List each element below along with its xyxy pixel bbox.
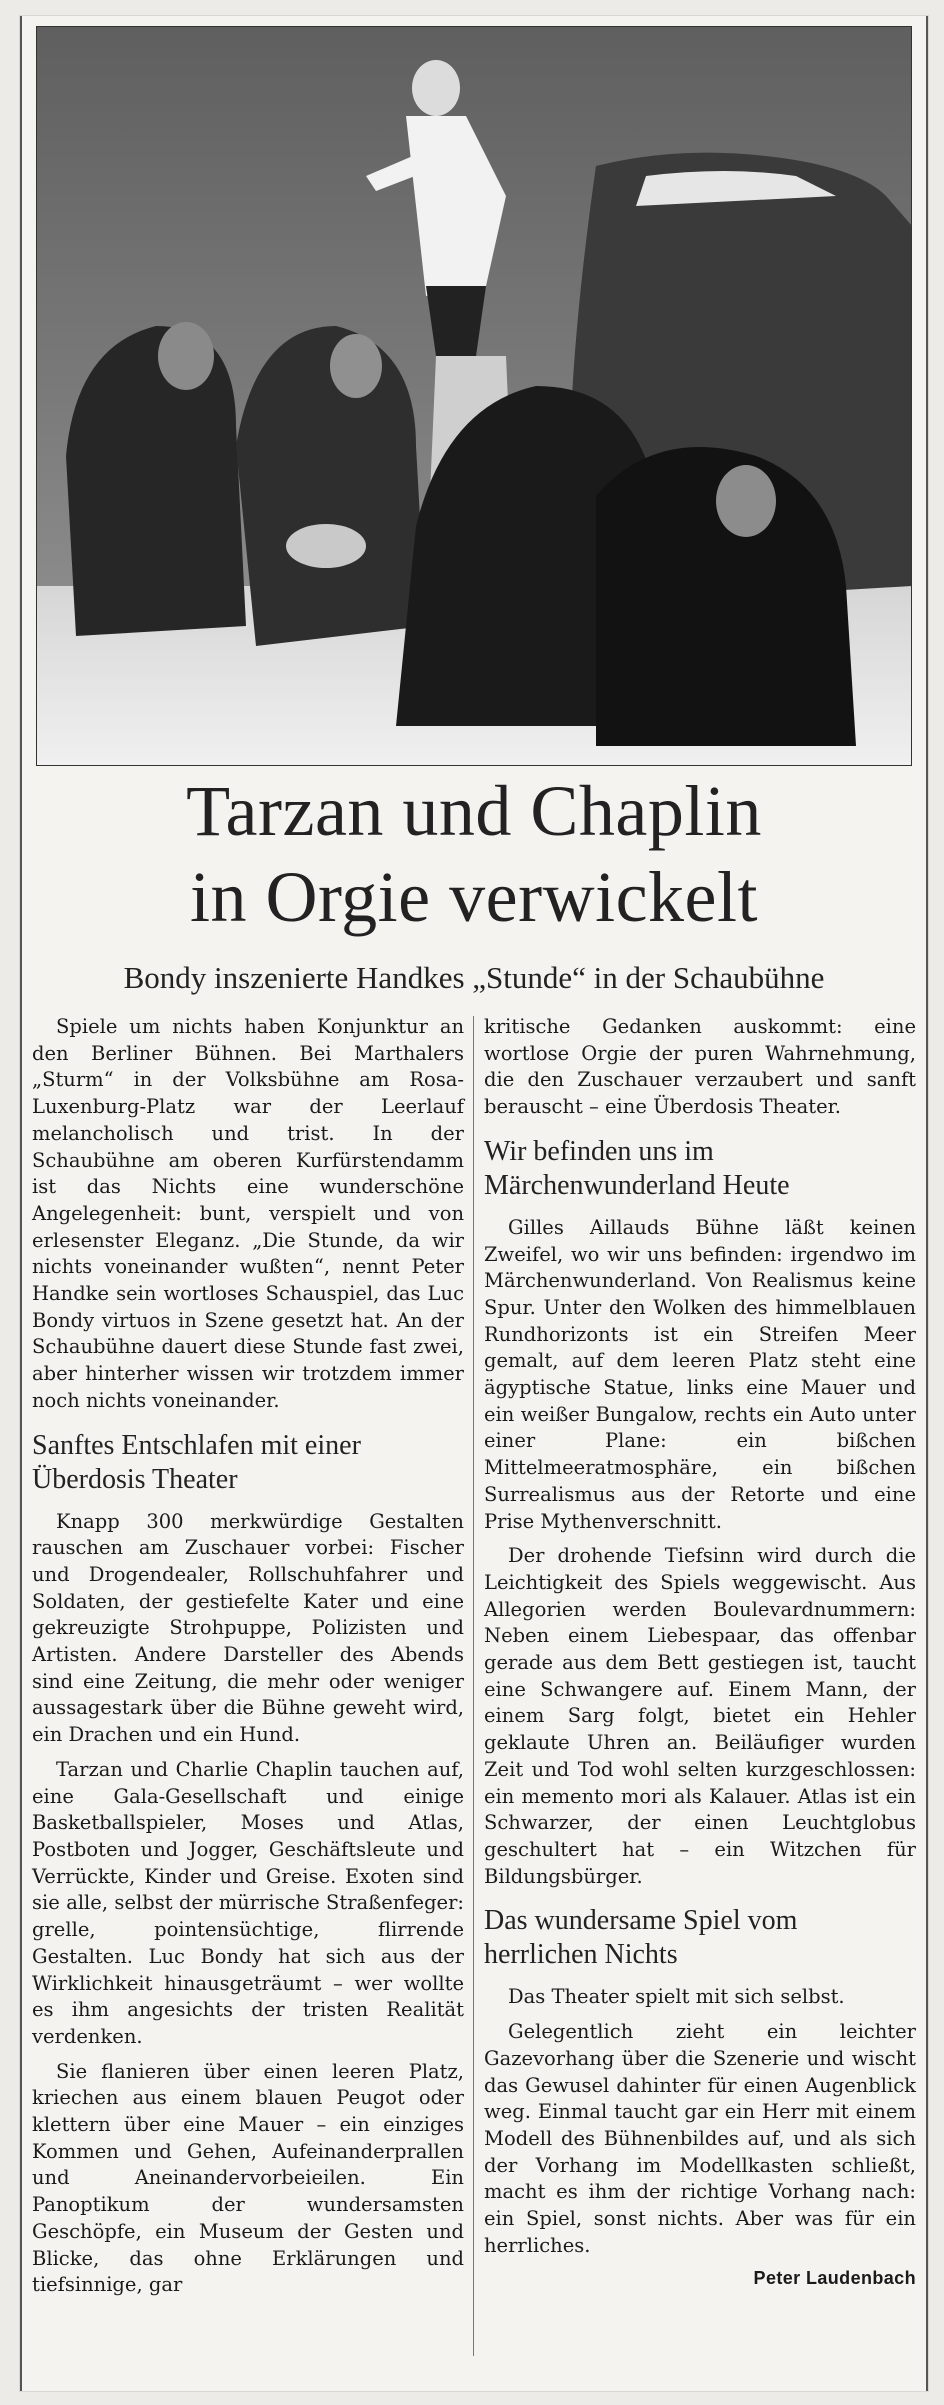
paragraph: Tarzan und Charlie Chaplin tauchen auf, eine Gala-Gesellschaft und einige Basketballspieler, Moses und Atlas, Postboten und Jogger, Geschäftsleute und Verrückte, Kinder und Greise. Exoten sind sie alle, selbst der mürrische Straßenfeger: grelle, pointensüchtige, flirrende Gestalten. Luc Bondy hat sich aus der Wirklichkeit hinausgeträumt – wer wollte es ihm angesichts der tristen Realität verdenken. <box>32 1757 464 2048</box>
paragraph: Sie flanieren über einen leeren Platz, kriechen aus einem blauen Peugot oder klettern über eine Mauer – ein einziges Kommen und Gehen, Aufeinanderprallen und Aneinandervorbeieilen. Ein Panoptikum der wundersamsten Geschöpfe, ein Museum der Gesten und Blicke, das ohne Erklärungen und tiefsinnige, gar <box>32 2059 464 2297</box>
stage-photo <box>36 26 912 766</box>
paragraph: Gilles Aillauds Bühne läßt keinen Zweifel, wo wir uns befinden: irgendwo im Märchenwunderland. Von Realismus keine Spur. Unter den Wolken des himmelblauen Rundhorizonts ist ein Streifen Meer gemalt, auf dem leeren Platz steht eine ägyptische Statue, links eine Mauer und ein weißer Bungalow, rechts ein Auto unter einer Plane: ein bißchen Mittelmeeratmosphäre, ein bißchen Surrealismus aus der Retorte und eine Prise Mythenverschnitt. <box>484 1215 916 1533</box>
section-heading: Sanftes Entschlafen mit einer Überdosis Theater <box>32 1429 361 1495</box>
left-column <box>32 1014 464 2299</box>
byline: Peter Laudenbach <box>753 2268 916 2289</box>
paragraph: Das Theater spielt mit sich selbst. <box>508 1985 845 2009</box>
paragraph-continued: kritische Gedanken auskommt: eine wortlose Orgie der puren Wahrnehmung, die den Zuschauer verzaubert und sanft berauscht – eine Überdosis Theater. <box>484 1015 916 1119</box>
paragraph: Gelegentlich zieht ein leichter Gazevorhang über die Szenerie und wischt das Gewusel dahinter für einen Augenblick weg. Einmal taucht gar ein Herr mit einem Modell des Bühnenbildes auf, und als sich der Vorhang im Modellkasten schließt, macht es ihm der richtige Vorhang nach: ein Spiel, sonst nichts. Aber was für ein herrliches. <box>484 2020 916 2257</box>
paragraph: Knapp 300 merkwürdige Gestalten rauschen am Zuschauer vorbei: Fischer und Drogendealer, Rollschuhfahrer und Soldaten, der gestiefelte Kater und eine gekreuzigte Strohpuppe, Polizisten und Artisten. Andere Darsteller des Abends sind eine Zeitung, die mehr oder weniger aussagestark über die Bühne geweht wird, ein Drachen und ein Hund. <box>32 1509 464 1747</box>
paragraph: Spiele um nichts haben Konjunktur an den Berliner Bühnen. Bei Marthalers „Sturm“ in der Volksbühne am Rosa-Luxenburg-Platz war der Leerlauf melancholisch und trist. In der Schaubühne am oberen Kurfürstendamm ist das Nichts eine wunderschöne Angelegenheit: bunt, verspielt und von erlesenster Eleganz. „Die Stunde, da wir nichts voneinander wußten“, nennt Peter Handke sein wortloses Schauspiel, das Luc Bondy virtuos in Szene gesetzt hat. An der Schaubühne dauert diese Stunde fast zwei, aber hinterher wissen wir trotzdem immer noch nichts voneinander. <box>32 1015 464 1412</box>
headline <box>22 768 926 940</box>
section-heading: Das wundersame Spiel vom herrlichen Nichts <box>484 1905 798 1971</box>
section-heading: Wir befinden uns im Märchenwunderland Heute <box>484 1135 790 1201</box>
right-column <box>484 1014 916 2292</box>
headline-line-1: Tarzan und Chaplin <box>186 771 762 851</box>
subheadline: Bondy inszenierte Handkes „Stunde“ in der Schaubühne <box>123 960 825 995</box>
paragraph: Der drohende Tiefsinn wird durch die Leichtigkeit des Spiels weggewischt. Aus Allegorien werden Boulevardnummern: Neben einem Liebespaar, das offenbar gerade aus dem Bett gestiegen ist, taucht eine Schwangere auf. Einem Mann, der einem Sarg folgt, bietet ein Hehler geklaute Uhren an. Beiläufiger wurden Zeit und Tod wohl selten kurzgeschlossen: ein memento mori als Kalauer. Atlas ist ein Schwarzer, der einen Leuchtglobus geschultert hat – ein Witzchen für Bildungsbürger. <box>484 1544 916 1888</box>
column-divider <box>473 1016 474 2356</box>
newspaper-clipping <box>20 16 928 2391</box>
headline-line-2: in Orgie verwickelt <box>190 857 758 937</box>
stage-photo-illustration <box>36 26 912 766</box>
